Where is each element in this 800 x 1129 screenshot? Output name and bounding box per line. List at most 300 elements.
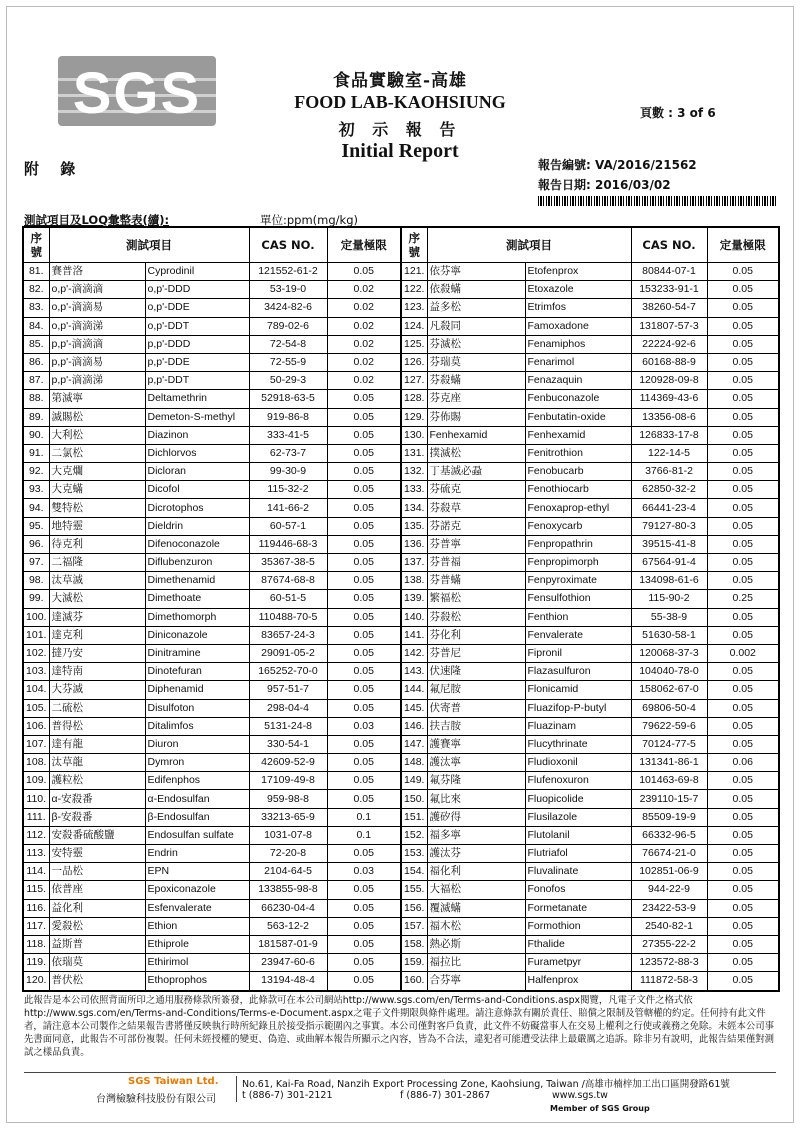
row-no: 92. (23, 463, 49, 481)
item-name-zh: 滅賜松 (49, 408, 145, 426)
row-no: 126. (401, 353, 427, 371)
footer-divider (24, 1072, 776, 1073)
item-name-zh: 益化利 (49, 899, 145, 917)
item-name-en: Formothion (525, 917, 631, 935)
row-no: 112. (23, 826, 49, 844)
row-no: 124. (401, 317, 427, 335)
item-name-en: Diphenamid (145, 681, 249, 699)
item-name-en: Difenoconazole (145, 535, 249, 553)
item-name-en: Diuron (145, 735, 249, 753)
loq-value: 0.05 (707, 408, 779, 426)
cas-no: 72-54-8 (249, 335, 327, 353)
loq-value: 0.05 (707, 863, 779, 881)
member-of-sgs: Member of SGS Group (550, 1104, 650, 1113)
item-name-en: Diniconazole (145, 626, 249, 644)
row-no: 152. (401, 826, 427, 844)
item-name-en: Dimethomorph (145, 608, 249, 626)
cas-no: 72-55-9 (249, 353, 327, 371)
item-name-en: Fenoxaprop-ethyl (525, 499, 631, 517)
loq-value: 0.05 (707, 499, 779, 517)
loq-value: 0.05 (327, 881, 401, 899)
table-row (23, 735, 779, 753)
item-name-en: Etrimfos (525, 299, 631, 317)
row-no: 154. (401, 863, 427, 881)
cas-no: 66230-04-4 (249, 899, 327, 917)
row-no: 119. (23, 954, 49, 972)
cas-no: 789-02-6 (249, 317, 327, 335)
loq-value: 0.05 (327, 754, 401, 772)
loq-value: 0.06 (707, 754, 779, 772)
cas-no: 919-86-8 (249, 408, 327, 426)
item-name-en: Fenpropathrin (525, 535, 631, 553)
loq-value: 0.05 (327, 481, 401, 499)
cas-no: 123572-88-3 (631, 954, 707, 972)
item-name-en: Fenbuconazole (525, 390, 631, 408)
loq-value: 0.05 (707, 663, 779, 681)
table-row (23, 608, 779, 626)
loq-value: 0.05 (707, 444, 779, 462)
item-name-zh: 凡殺同 (427, 317, 525, 335)
item-name-zh: 益多松 (427, 299, 525, 317)
loq-value: 0.002 (707, 644, 779, 662)
row-no: 103. (23, 663, 49, 681)
row-no: 153. (401, 845, 427, 863)
item-name-en: Dinotefuran (145, 663, 249, 681)
cas-no: 62-73-7 (249, 444, 327, 462)
table-row (23, 335, 779, 353)
item-name-zh: 安特靈 (49, 845, 145, 863)
table-row (23, 408, 779, 426)
cas-no: 131341-86-1 (631, 754, 707, 772)
item-name-en: Fthalide (525, 935, 631, 953)
cas-no: 83657-24-3 (249, 626, 327, 644)
loq-value: 0.05 (327, 899, 401, 917)
cas-no: 298-04-4 (249, 699, 327, 717)
row-no: 155. (401, 881, 427, 899)
table-row (23, 663, 779, 681)
item-name-en: Deltamethrin (145, 390, 249, 408)
row-no: 110. (23, 790, 49, 808)
loq-value: 0.05 (327, 463, 401, 481)
row-no: 88. (23, 390, 49, 408)
terms-notice: 此報告是本公司依照背面所印之通用服務條款所簽發，此條款可在本公司網站http://www.sgs.com/en/Terms-and-Conditions.aspx閱覽，凡電子文件之格式依http://www.sgs.com/en/Terms-and-Conditions/Terms-e-Document.aspx之電子文件期限與條件處理。請注意條款有關於責任、賠償之限制及管轄權的約定。任何持有此文件者，請注意本公司製作之結果報告書將僅反映執行時所紀錄且於接受指示範圍內之事實。本公司僅對客戶負責，此文件不妨礙當事人在交易上權利之行使或義務之免除。未經本公司事先書面同意，此報告不可部份複製。任何未經授權的變更、偽造、或曲解本報告所顯示之內容，皆為不合法，違犯者可能遭受法律上最嚴厲之追訴。除非另有說明，此報告結果僅對測試之樣品負責。 (24, 995, 775, 1058)
row-no: 160. (401, 972, 427, 991)
row-no: 125. (401, 335, 427, 353)
table-row (23, 481, 779, 499)
row-no: 106. (23, 717, 49, 735)
item-name-zh: 護汰寧 (427, 754, 525, 772)
item-name-en: Formetanate (525, 899, 631, 917)
loq-value: 0.05 (707, 481, 779, 499)
cas-no: 53-19-0 (249, 281, 327, 299)
item-name-en: EPN (145, 863, 249, 881)
unit-label: 單位:ppm(mg/kg) (260, 213, 358, 227)
row-no: 100. (23, 608, 49, 626)
item-name-zh: 芬瑞莫 (427, 353, 525, 371)
loq-table (22, 226, 780, 992)
item-name-en: Fipronil (525, 644, 631, 662)
item-name-zh: 安殺番硫酸鹽 (49, 826, 145, 844)
item-name-zh: o,p'-滴滴易 (49, 299, 145, 317)
cas-no: 3424-82-6 (249, 299, 327, 317)
loq-value: 0.05 (327, 845, 401, 863)
cas-no: 27355-22-2 (631, 935, 707, 953)
row-no: 99. (23, 590, 49, 608)
cas-no: 119446-68-3 (249, 535, 327, 553)
item-name-en: Ethiprole (145, 935, 249, 953)
table-row (23, 772, 779, 790)
loq-value: 0.05 (327, 972, 401, 991)
item-name-en: Flutriafol (525, 845, 631, 863)
row-no: 133. (401, 481, 427, 499)
item-name-zh: 合芬寧 (427, 972, 525, 991)
cas-no: 42609-52-9 (249, 754, 327, 772)
loq-value: 0.05 (327, 535, 401, 553)
item-name-en: Ethion (145, 917, 249, 935)
item-name-en: Demeton-S-methyl (145, 408, 249, 426)
loq-value: 0.05 (707, 735, 779, 753)
cas-no: 133855-98-8 (249, 881, 327, 899)
row-no: 82. (23, 281, 49, 299)
row-no: 105. (23, 699, 49, 717)
row-no: 109. (23, 772, 49, 790)
table-row (23, 590, 779, 608)
item-name-zh: 芬普福 (427, 554, 525, 572)
loq-value: 0.05 (327, 917, 401, 935)
loq-value: 0.05 (707, 699, 779, 717)
col-cas: CAS NO. (249, 227, 327, 263)
row-no: 108. (23, 754, 49, 772)
cas-no: 115-90-2 (631, 590, 707, 608)
table-row (23, 808, 779, 826)
cas-no: 60-57-1 (249, 517, 327, 535)
col-item: 測試項目 (427, 227, 631, 263)
item-name-zh: α-安殺番 (49, 790, 145, 808)
item-name-zh: 芬普寧 (427, 535, 525, 553)
loq-value: 0.05 (327, 699, 401, 717)
row-no: 107. (23, 735, 49, 753)
item-name-zh: 護賽寧 (427, 735, 525, 753)
item-name-zh: 第滅寧 (49, 390, 145, 408)
item-name-zh: 扶吉胺 (427, 717, 525, 735)
cas-no: 76674-21-0 (631, 845, 707, 863)
item-name-en: Esfenvalerate (145, 899, 249, 917)
item-name-en: Dicrotophos (145, 499, 249, 517)
cas-no: 101463-69-8 (631, 772, 707, 790)
item-name-zh: 賽普洛 (49, 263, 145, 281)
table-row (23, 881, 779, 899)
item-name-en: Fenpyroximate (525, 572, 631, 590)
row-no: 121. (401, 263, 427, 281)
item-name-en: Fenbutatin-oxide (525, 408, 631, 426)
table-row (23, 299, 779, 317)
table-row (23, 863, 779, 881)
cas-no: 181587-01-9 (249, 935, 327, 953)
cas-no: 2540-82-1 (631, 917, 707, 935)
loq-value: 0.05 (707, 281, 779, 299)
cas-no: 60-51-5 (249, 590, 327, 608)
cas-no: 158062-67-0 (631, 681, 707, 699)
loq-value: 0.05 (707, 954, 779, 972)
row-no: 85. (23, 335, 49, 353)
cas-no: 79622-59-6 (631, 717, 707, 735)
cas-no: 29091-05-2 (249, 644, 327, 662)
table-row (23, 572, 779, 590)
item-name-en: Fonofos (525, 881, 631, 899)
item-name-en: α-Endosulfan (145, 790, 249, 808)
loq-value: 0.05 (327, 790, 401, 808)
loq-value: 0.05 (327, 935, 401, 953)
item-name-en: p,p'-DDE (145, 353, 249, 371)
row-no: 120. (23, 972, 49, 991)
cas-no: 1031-07-8 (249, 826, 327, 844)
row-no: 101. (23, 626, 49, 644)
row-no: 127. (401, 372, 427, 390)
loq-value: 0.05 (707, 517, 779, 535)
item-name-en: Flucythrinate (525, 735, 631, 753)
row-no: 151. (401, 808, 427, 826)
item-name-en: p,p'-DDT (145, 372, 249, 390)
table-row (23, 972, 779, 991)
row-no: 130. (401, 426, 427, 444)
item-name-zh: 氟比來 (427, 790, 525, 808)
row-no: 111. (23, 808, 49, 826)
table-row (23, 626, 779, 644)
item-name-zh: 撲滅松 (427, 444, 525, 462)
item-name-zh: 二硫松 (49, 699, 145, 717)
col-no: 序號 (23, 227, 49, 263)
row-no: 145. (401, 699, 427, 717)
row-no: 94. (23, 499, 49, 517)
row-no: 144. (401, 681, 427, 699)
loq-value: 0.05 (707, 845, 779, 863)
loq-value: 0.05 (707, 426, 779, 444)
cas-no: 126833-17-8 (631, 426, 707, 444)
item-name-en: Dichlorvos (145, 444, 249, 462)
loq-value: 0.05 (327, 590, 401, 608)
item-name-zh: 大克爛 (49, 463, 145, 481)
loq-value: 0.05 (707, 772, 779, 790)
loq-value: 0.05 (327, 735, 401, 753)
item-name-zh: 依芬寧 (427, 263, 525, 281)
row-no: 132. (401, 463, 427, 481)
loq-value: 0.05 (327, 572, 401, 590)
company-name-zh: 台灣檢驗科技股份有限公司 (96, 1094, 216, 1105)
item-name-zh: 依瑞莫 (49, 954, 145, 972)
item-name-en: Halfenprox (525, 972, 631, 991)
item-name-en: Dicofol (145, 481, 249, 499)
row-no: 81. (23, 263, 49, 281)
footer-separator (236, 1076, 237, 1102)
item-name-en: Fensulfothion (525, 590, 631, 608)
item-name-zh: 一品松 (49, 863, 145, 881)
item-name-en: Fenothiocarb (525, 481, 631, 499)
item-name-zh: 大滅松 (49, 590, 145, 608)
item-name-en: Flusilazole (525, 808, 631, 826)
item-name-en: Fluazinam (525, 717, 631, 735)
cas-no: 122-14-5 (631, 444, 707, 462)
item-name-zh: 地特靈 (49, 517, 145, 535)
item-name-zh: 芬普蟎 (427, 572, 525, 590)
item-name-en: Epoxiconazole (145, 881, 249, 899)
item-name-zh: 汰草滅 (49, 572, 145, 590)
item-name-zh: p,p'-滴滴滴 (49, 335, 145, 353)
row-no: 158. (401, 935, 427, 953)
item-name-zh: 覆滅蟎 (427, 899, 525, 917)
loq-value: 0.03 (327, 863, 401, 881)
item-name-en: Etofenprox (525, 263, 631, 281)
cas-no: 563-12-2 (249, 917, 327, 935)
row-no: 146. (401, 717, 427, 735)
item-name-zh: 二氯松 (49, 444, 145, 462)
cas-no: 80844-07-1 (631, 263, 707, 281)
row-no: 159. (401, 954, 427, 972)
row-no: 86. (23, 353, 49, 371)
item-name-en: Flufenoxuron (525, 772, 631, 790)
item-name-en: Flonicamid (525, 681, 631, 699)
item-name-zh: 護矽得 (427, 808, 525, 826)
item-name-en: Endosulfan sulfate (145, 826, 249, 844)
cas-no: 141-66-2 (249, 499, 327, 517)
item-name-en: Dicloran (145, 463, 249, 481)
loq-value: 0.25 (707, 590, 779, 608)
item-name-zh: 芬化利 (427, 626, 525, 644)
item-name-zh: 二福隆 (49, 554, 145, 572)
row-no: 114. (23, 863, 49, 881)
item-name-en: Fenpropimorph (525, 554, 631, 572)
cas-no: 17109-49-8 (249, 772, 327, 790)
item-name-zh: 福拉比 (427, 954, 525, 972)
item-name-zh: 達有龍 (49, 735, 145, 753)
table-row (23, 390, 779, 408)
row-no: 148. (401, 754, 427, 772)
loq-value: 0.05 (327, 408, 401, 426)
row-no: 123. (401, 299, 427, 317)
row-no: 90. (23, 426, 49, 444)
table-row (23, 499, 779, 517)
appendix-label: 附 錄 (24, 160, 84, 178)
item-name-zh: 護汰芬 (427, 845, 525, 863)
table-row (23, 899, 779, 917)
table-row (23, 917, 779, 935)
item-name-zh: 大利松 (49, 426, 145, 444)
item-name-zh: 繁福松 (427, 590, 525, 608)
row-no: 137. (401, 554, 427, 572)
item-name-en: Fenvalerate (525, 626, 631, 644)
table-subtitle: 測試項目及LOQ彙整表(續): (24, 213, 170, 227)
item-name-en: Fenoxycarb (525, 517, 631, 535)
cas-no: 2104-64-5 (249, 863, 327, 881)
row-no: 128. (401, 390, 427, 408)
loq-value: 0.05 (707, 972, 779, 991)
row-no: 115. (23, 881, 49, 899)
item-name-en: Cyprodinil (145, 263, 249, 281)
table-row (23, 281, 779, 299)
cas-no: 23947-60-6 (249, 954, 327, 972)
cas-no: 3766-81-2 (631, 463, 707, 481)
cas-no: 121552-61-2 (249, 263, 327, 281)
loq-value: 0.05 (707, 317, 779, 335)
item-name-en: Fludioxonil (525, 754, 631, 772)
item-name-en: Diflubenzuron (145, 554, 249, 572)
loq-value: 0.02 (327, 281, 401, 299)
item-name-en: Endrin (145, 845, 249, 863)
item-name-zh: 大福松 (427, 881, 525, 899)
loq-value: 0.05 (707, 572, 779, 590)
loq-value: 0.05 (327, 626, 401, 644)
item-name-en: Diazinon (145, 426, 249, 444)
item-name-en: o,p'-DDT (145, 317, 249, 335)
item-name-en: Dimethoate (145, 590, 249, 608)
cas-no: 66441-23-4 (631, 499, 707, 517)
loq-value: 0.05 (327, 263, 401, 281)
loq-value: 0.05 (707, 681, 779, 699)
item-name-zh: 芬滅松 (427, 335, 525, 353)
loq-value: 0.05 (707, 390, 779, 408)
cas-no: 38260-54-7 (631, 299, 707, 317)
row-no: 135. (401, 517, 427, 535)
item-name-zh: 熱必斯 (427, 935, 525, 953)
loq-value: 0.05 (327, 644, 401, 662)
table-row (23, 554, 779, 572)
cas-no: 110488-70-5 (249, 608, 327, 626)
loq-value: 0.05 (707, 608, 779, 626)
item-name-zh: 達特南 (49, 663, 145, 681)
row-no: 150. (401, 790, 427, 808)
cas-no: 62850-32-2 (631, 481, 707, 499)
item-name-en: p,p'-DDD (145, 335, 249, 353)
row-no: 93. (23, 481, 49, 499)
table-row (23, 699, 779, 717)
item-name-zh: p,p'-滴滴易 (49, 353, 145, 371)
loq-value: 0.02 (327, 353, 401, 371)
item-name-zh: 芬普尼 (427, 644, 525, 662)
loq-value: 0.05 (707, 826, 779, 844)
item-name-en: Ditalimfos (145, 717, 249, 735)
item-name-zh: 撻乃安 (49, 644, 145, 662)
page-number: 頁數 : 3 of 6 (640, 106, 716, 120)
cas-no: 33213-65-9 (249, 808, 327, 826)
loq-value: 0.05 (707, 535, 779, 553)
cas-no: 330-54-1 (249, 735, 327, 753)
row-no: 102. (23, 644, 49, 662)
item-name-en: Fenarimol (525, 353, 631, 371)
cas-no: 115-32-2 (249, 481, 327, 499)
row-no: 142. (401, 644, 427, 662)
cas-no: 114369-43-6 (631, 390, 707, 408)
report-type-zh: 初 示 報 告 (338, 120, 462, 139)
lab-title-zh: 食品實驗室-高雄 (332, 71, 468, 91)
company-website: www.sgs.tw (552, 1090, 608, 1101)
table-row (23, 845, 779, 863)
table-row (23, 644, 779, 662)
loq-value: 0.05 (327, 444, 401, 462)
row-no: 129. (401, 408, 427, 426)
row-no: 141. (401, 626, 427, 644)
item-name-zh: 大芬滅 (49, 681, 145, 699)
item-name-en: o,p'-DDE (145, 299, 249, 317)
cas-no: 165252-70-0 (249, 663, 327, 681)
company-fax: f (886-7) 301-2867 (400, 1090, 491, 1101)
item-name-en: Fenamiphos (525, 335, 631, 353)
company-tel: t (886-7) 301-2121 (242, 1090, 333, 1101)
cas-no: 239110-15-7 (631, 790, 707, 808)
item-name-en: Disulfoton (145, 699, 249, 717)
company-name-en: SGS Taiwan Ltd. (128, 1076, 219, 1087)
loq-value: 0.05 (327, 426, 401, 444)
item-name-en: Fenthion (525, 608, 631, 626)
loq-value: 0.05 (707, 626, 779, 644)
